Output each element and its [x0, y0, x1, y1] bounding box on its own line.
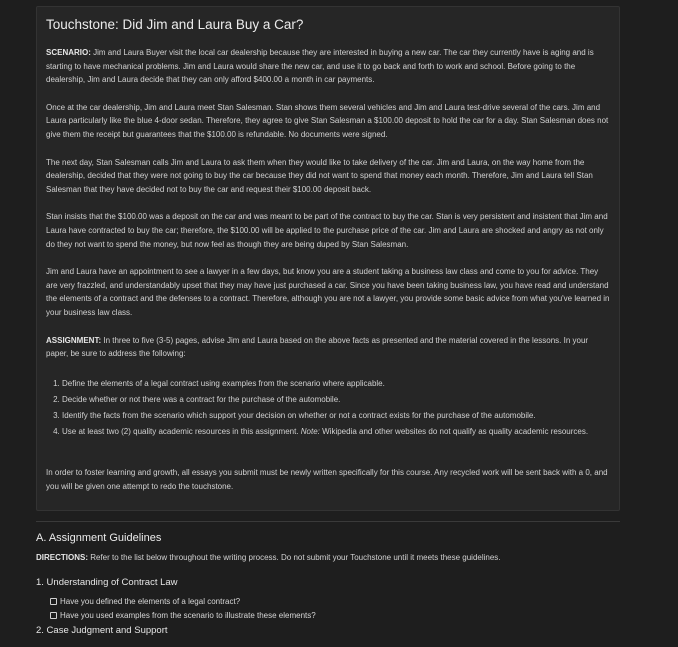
body-paragraph: Once at the car dealership, Jim and Laura meet Stan Salesman. Stan shows them several vehicles and Jim and Laura test-drive several of the cars. Jim and Laura particularly like the blue 4-door sedan. Therefore, they agree to give Stan Salesman a $100.00 deposit to hold the car for a day. Stan Salesman does not give them the receipt but guarantees that the $100.00 is refundable. No documents were signed.	[46, 102, 609, 139]
checklist-item	[50, 595, 620, 609]
note-label: Note:	[300, 426, 320, 436]
checklist-item	[50, 609, 620, 623]
assignment-item: 3. Identify the facts from the scenario which support your decision on whether or not a contract exists for the purchase of the automobile.	[62, 409, 610, 423]
directions-paragraph	[36, 553, 620, 562]
body-paragraph: Jim and Laura have an appointment to see a lawyer in a few days, but know you are a student taking a business law class and come to you for advice. They are very frazzled, and understandably upset that they may have just purchased a car. Since you have been taking business law, you have read and understand the elements of a contract and the defenses to a contract. Therefore, although you are not a lawyer, you provide some basic advice from what you've learned in your business law class.	[46, 267, 610, 317]
assignment-paragraph	[46, 334, 610, 361]
section-heading: A. Assignment Guidelines	[36, 532, 162, 544]
body-paragraph: Stan insists that the $100.00 was a deposit on the car and was meant to be part of the contract to buy the car. Stan is very persistent and insistent that Jim and Laura have contracted to buy the car; therefore, the $100.00 will be applied to the purchase price of the car. Jim and Laura are shocked and angry as not only do they not want to spend the money, but now feel as though they are being duped by Stan Salesman.	[46, 212, 608, 249]
assignment-list	[46, 377, 610, 439]
checklist-item-label: Have you defined the elements of a legal contract?	[60, 597, 241, 606]
scenario-label: SCENARIO:	[46, 48, 91, 57]
item4-text: Use at least two (2) quality academic resources in this assignment.	[62, 426, 301, 436]
subsection-heading: 2. Case Judgment and Support	[36, 625, 168, 636]
section-divider	[36, 521, 620, 522]
assignment-item	[62, 425, 610, 439]
final-paragraph: In order to foster learning and growth, all essays you submit must be newly written specifically for this course. Any recycled work will be sent back with a 0, and you will be given one attempt to redo the touchstone.	[46, 468, 608, 491]
checklist-item-label: Have you used examples from the scenario to illustrate these elements?	[60, 610, 316, 620]
scenario-text: Jim and Laura Buyer visit the local car dealership because they are interested in buying a new car. The car they currently have is aging and is starting to have mechanical problems. Jim and Laura would share the new car, and use it to go back and forth to work and school. Before going to the dealership, Jim and Laura decide that they can only afford $400.00 a month in car payments.	[46, 48, 594, 85]
scenario-paragraph	[46, 46, 610, 87]
checklist	[50, 595, 620, 622]
body-paragraph: The next day, Stan Salesman calls Jim and Laura to ask them when they would like to take delivery of the car. Jim and Laura, on the way home from the dealership, decided that they were not going to buy the car because they did not want to spend that money each month. Therefore, Jim and Laura tell Stan Salesman that they have decided not to buy the car and request their $100.00 deposit back.	[46, 157, 593, 194]
touchstone-card	[36, 6, 620, 511]
checkbox-icon[interactable]	[50, 612, 57, 619]
checkbox-icon[interactable]	[50, 598, 57, 605]
subsection-heading: 1. Understanding of Contract Law	[36, 577, 178, 588]
assignment-guidelines-section	[36, 532, 620, 643]
assignment-item: 2. Decide whether or not there was a contract for the purchase of the automobile.	[62, 393, 610, 407]
directions-text: Refer to the list below throughout the writing process. Do not submit your Touchstone until it meets these guidelines.	[88, 553, 501, 562]
directions-label: DIRECTIONS:	[36, 553, 88, 562]
assignment-item: 1. Define the elements of a legal contract using examples from the scenario where applicable.	[62, 377, 610, 391]
assignment-label: ASSIGNMENT:	[46, 335, 102, 345]
assignment-text: In three to five (3-5) pages, advise Jim and Laura based on the above facts as presented and the material covered in the lessons. In your paper, be sure to address the following:	[46, 335, 589, 359]
card-title: Touchstone: Did Jim and Laura Buy a Car?	[46, 17, 304, 32]
item4-note-text: Wikipedia and other websites do not qualify as quality academic resources.	[319, 426, 589, 436]
